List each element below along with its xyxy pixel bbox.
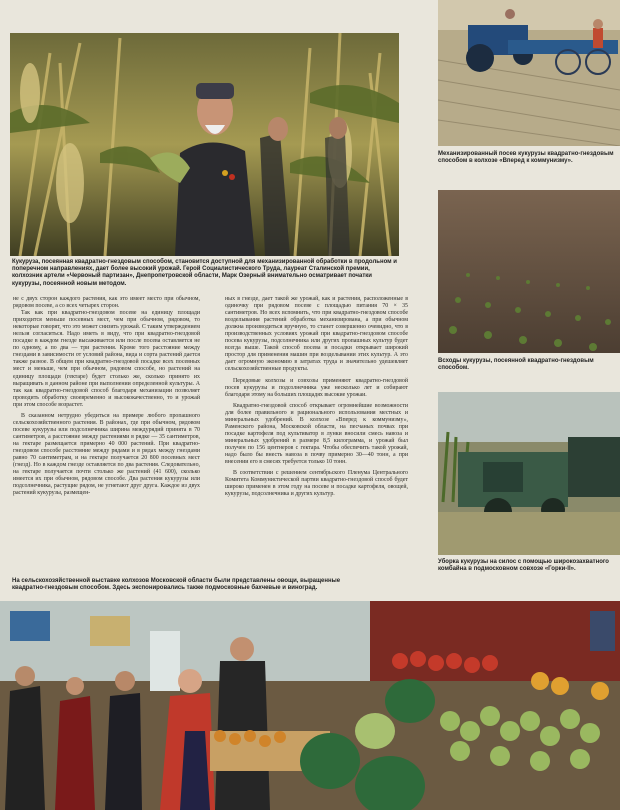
paragraph: Квадратно-гнездовой способ открывает огромнейшие возможности для более правильного и рационального использования местных и минеральных удобрений. В колхозе «Вперед к коммунизму», Раменского района, Московской области, на песчаных почвах при посадке картофеля под культиватор в лунки вносили смесь навоза и минеральных удобрений в размере 8,5 килограмма, и урожай был получен по 156 центнеров с гектара. Чтобы обеспечить такой урожай, надо было бы внесть навоза в почву примерно 30—40 тонн, а при внесении его в смесях требуется только 10 тонн. [225, 402, 408, 466]
paragraph: ных в гнезде, дает такой же урожай, как и растения, расположенные в одиночку при рядовом посеве с площадью питания 70 × 35 сантиметров. Но всех вспомнить, что при квадратно-гнездовом способе возделывания растений обработка механизирована, а при обычном должна производиться вручную, то станет совершенно очевидно, что в производственных условиях урожай при квадратно-гнездовом способе посева кукурузы, подсолнечника или других пропашных культур будет всегда выше. Такой способ посева и посадки открывает широкий простор для применения машин при возделывании этих культур. А это дает огромную экономию в затратах труда и значительно удешевляет сельскохозяйственные продукты. [225, 296, 408, 373]
corn-field-caption: Кукуруза, посеянная квадратно-гнездовым способом, становится доступной для механизированной обработки в продольном и поперечном направлениях, дает более высокий урожай. Герой Социалистического Труда, лауреат Сталинской премии, колхозник артели «Червоный партизан», Днепропетровской области, Марк Озерный внимательно осматривает початки кукурузы, посеянной новым методом. [12, 259, 397, 287]
tractor-photo [438, 0, 620, 146]
harvest-caption: Уборка кукурузы на силос с помощью широкозахватного комбайна в подмосковном совхозе «Горки-II». [438, 559, 609, 573]
sprouts-caption: Всходы кукурузы, посеянной квадратно-гнездовым способом. [438, 358, 594, 372]
paragraph: не с двух сторон каждого растения, как это имеет место при обычном, рядовом посеве, а со всех четырех сторон. [13, 296, 200, 310]
tractor-caption: Механизированный посев кукурузы квадратно-гнездовым способом в колхозе «Вперед к коммунизму». [438, 151, 614, 165]
paragraph: Так как при квадратно-гнездовом посеве на единицу площади приходится меньше посевных мест, чем при обычном, рядовом, то некоторые говорят, что это может снизить урожай. С таким утверждением нельзя согласиться. Надо иметь в виду, что при квадратно-гнездовой посадке в каждом гнезде высаживается или после посева оставляется не по одному, а по два — три растения. Кроме того расстояние между гнездами в зависимости от условий района, вида и сорта растений дается также разное. В общем при квадратно-гнездовой посадке всех посевных мест и меньше, чем при обычном, рядовом способе, но растений на единицу площади (гектаре) будет столько же, сколько принято их выращивать в данном районе при выполнении определенной культуры. А так как квадратно-гнездовой способ благодаря механизации позволяет проводить обработку своевременно и высококачественно, то и урожай при этом способе возрастет. [13, 310, 200, 408]
article-column-1 [13, 296, 200, 497]
harvest-photo [438, 392, 620, 555]
paragraph: В соответствии с решением сентябрьского Пленума Центрального Комитета Коммунистической партии квадратно-гнездовой способ будет широко применен в этом году на посеве и посадке картофеля, овощей, кукурузы, подсолнечника и других культур. [225, 470, 408, 498]
exhibition-photo [0, 601, 620, 810]
article-column-2 [225, 296, 408, 498]
paragraph: В сказанном нетрудно убедиться на примере любого пропашного сельскохозяйственного растения. В районах, где при обычном, рядовом посеве кукурузы или подсолнечника ширина междурядий принята в 70 сантиметров, а расстояние между растениями в рядке — 35 сантиметров, на гектаре размещается примерно 40 000 растений. При квадратно-гнездовом способе расстояние между рядами и в рядах между гнездами равно 70 сантиметрам, и на гектаре получается 20 800 посевных мест (гнезд). Но в каждом гнезде оставляется по два растения. Следовательно, на гектаре получается почти столько же растений (41 600), сколько имеется их при обычном, рядовом способе. Два растения кукурузы или подсолнечника, растущие рядом, не угнетают друг друга. Каждое из двух растений кукурузы, размещен- [13, 412, 200, 497]
corn-field-photo [10, 33, 399, 256]
sprouts-photo [438, 190, 620, 353]
paragraph: Передовые колхозы и совхозы применяют квадратно-гнездовой посев кукурузы и подсолнечника уже несколько лет и собирают благодаря этому на больших площадях высокие урожаи. [225, 377, 408, 398]
exhibition-caption: На сельскохозяйственной выставке колхозов Московской области были представлены овощи, выращенные квадратно-гнездовым способом. Здесь экспонировались также подмосковные бахчевые и виноград. [12, 578, 341, 592]
